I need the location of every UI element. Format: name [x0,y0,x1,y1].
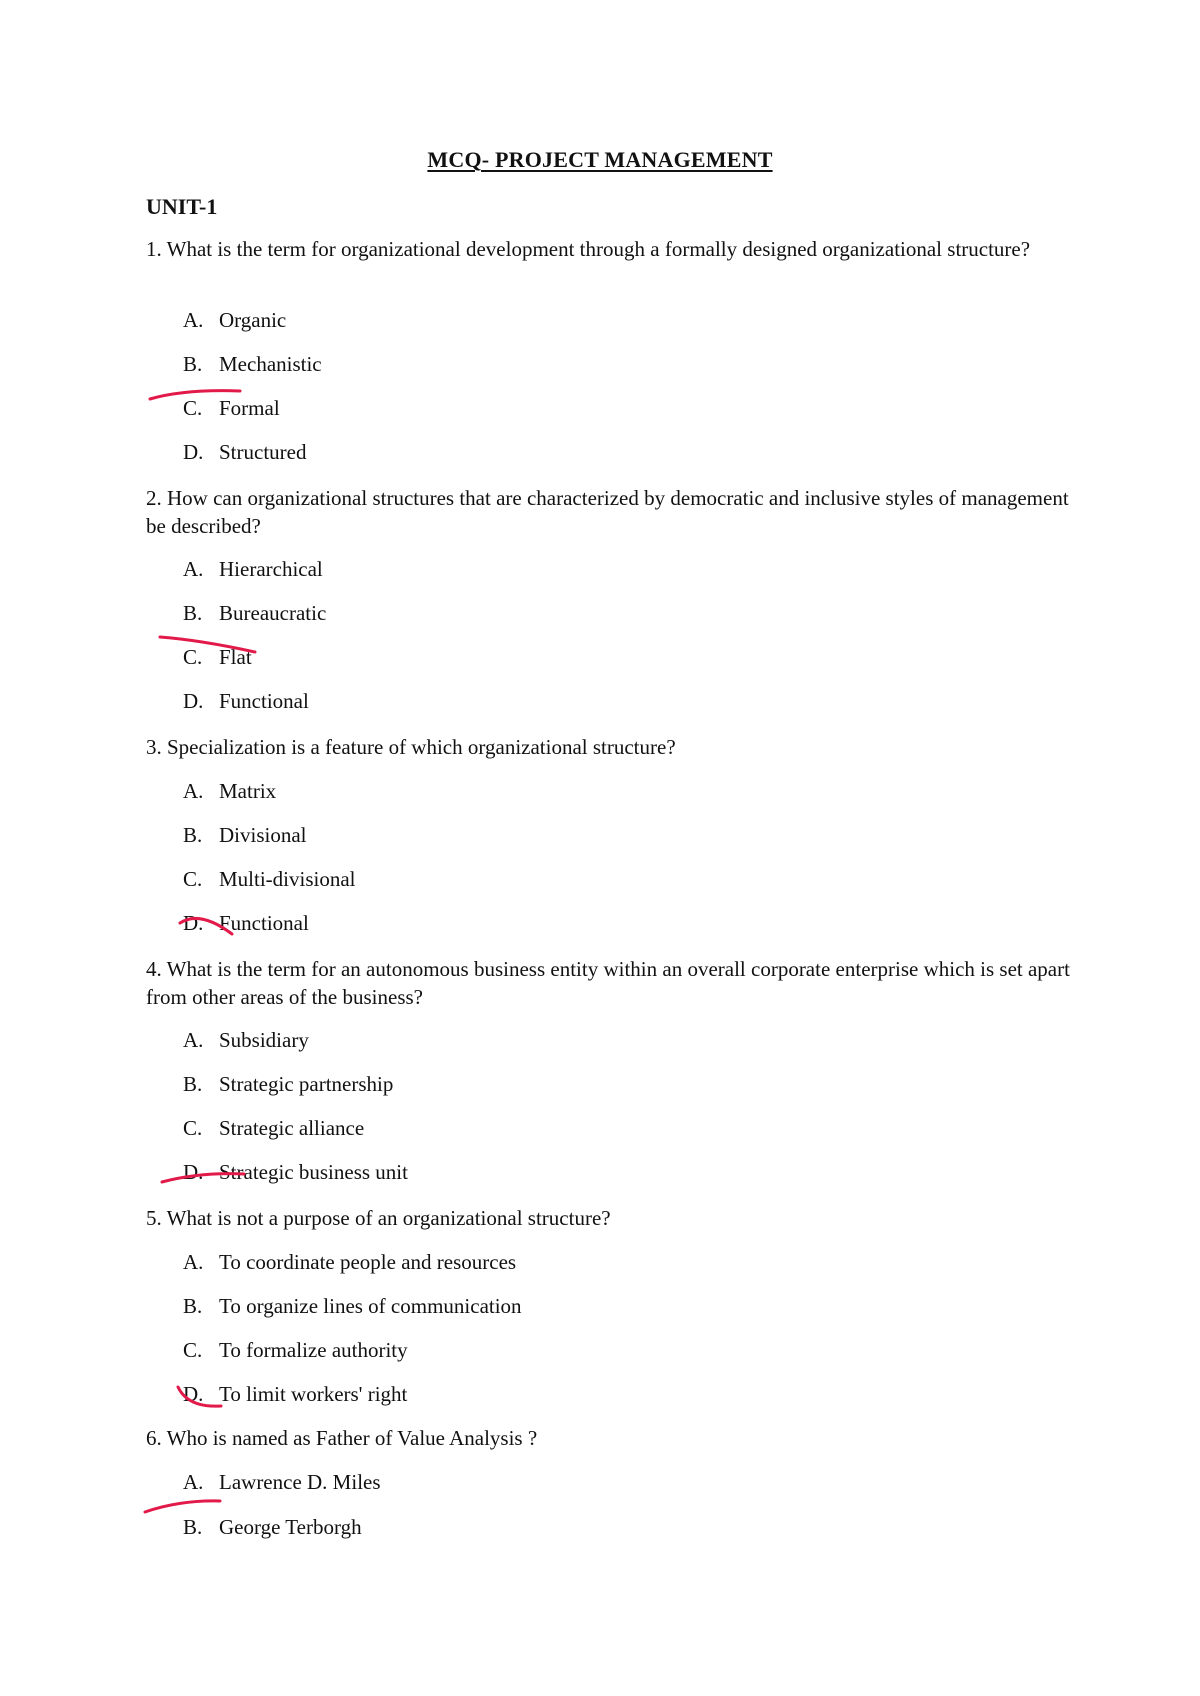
option-4c [183,1114,364,1142]
unit-heading: UNIT-1 [146,194,218,219]
option-letter: D. [183,911,204,935]
option-letter: D. [183,689,204,713]
option-1b [183,350,322,378]
option-letter: A. [183,1250,204,1274]
option-2b [183,599,326,627]
option-text: Functional [219,689,309,713]
option-text: Matrix [219,779,277,803]
option-letter: C. [183,1116,203,1140]
option-1d [183,438,306,466]
question-4: 4. What is the term for an autonomous business entity within an overall corporate enterprise which is set apart from other areas of the business? [146,957,1070,1009]
option-text: Formal [219,396,280,420]
option-text: To coordinate people and resources [219,1250,517,1274]
option-letter: A. [183,557,204,581]
option-letter: A. [183,779,204,803]
option-letter: C. [183,396,203,420]
option-letter: A. [183,1470,204,1494]
option-3a [183,777,276,805]
option-2a [183,555,323,583]
question-6: 6. Who is named as Father of Value Analysis ? [146,1426,538,1450]
option-5b [183,1292,522,1320]
option-text: Lawrence D. Miles [219,1470,381,1494]
question-3: 3. Specialization is a feature of which organizational structure? [146,735,676,759]
option-letter: B. [183,601,203,625]
option-5c [183,1336,408,1364]
option-letter: B. [183,823,203,847]
option-3c [183,865,356,893]
option-letter: B. [183,1294,203,1318]
option-5d [183,1380,407,1408]
option-letter: D. [183,440,204,464]
option-text: To organize lines of communication [219,1294,522,1318]
option-letter: A. [183,308,204,332]
option-text: Strategic alliance [219,1116,365,1140]
option-text: To formalize authority [219,1338,408,1362]
option-text: Mechanistic [219,352,322,376]
option-letter: D. [183,1160,204,1184]
answer-mark-q6 [145,1501,220,1512]
option-letter: C. [183,1338,203,1362]
option-1a [183,306,286,334]
option-text: George Terborgh [219,1515,362,1539]
option-text: Bureaucratic [219,601,327,625]
option-text: Divisional [219,823,307,847]
option-text: Subsidiary [219,1028,309,1052]
option-5a [183,1248,516,1276]
option-text: Hierarchical [219,557,323,581]
question-1: 1. What is the term for organizational development through a formally designed organizational structure? [146,237,1031,261]
question-2: 2. How can organizational structures that are characterized by democratic and inclusive styles of management be described? [146,486,1069,538]
option-4d [183,1158,408,1186]
option-4a [183,1026,309,1054]
option-letter: B. [183,352,203,376]
option-text: Structured [219,440,307,464]
option-text: Multi-divisional [219,867,356,891]
option-2d [183,687,309,715]
option-text: To limit workers' right [219,1382,408,1406]
option-2c [183,643,252,671]
option-letter: C. [183,867,203,891]
option-6b [183,1513,362,1541]
option-text: Strategic partnership [219,1072,394,1096]
option-3d [183,909,309,937]
option-6a [183,1468,381,1496]
option-letter: B. [183,1072,203,1096]
question-5: 5. What is not a purpose of an organizational structure? [146,1206,611,1230]
option-letter: B. [183,1515,203,1539]
option-letter: D. [183,1382,204,1406]
option-text: Organic [219,308,287,332]
option-text: Flat [219,645,252,669]
document-title: MCQ- PROJECT MANAGEMENT [427,147,773,172]
option-text: Strategic business unit [219,1160,408,1184]
option-letter: C. [183,645,203,669]
option-1c [183,394,280,422]
option-letter: A. [183,1028,204,1052]
option-3b [183,821,307,849]
option-4b [183,1070,393,1098]
option-text: Functional [219,911,309,935]
